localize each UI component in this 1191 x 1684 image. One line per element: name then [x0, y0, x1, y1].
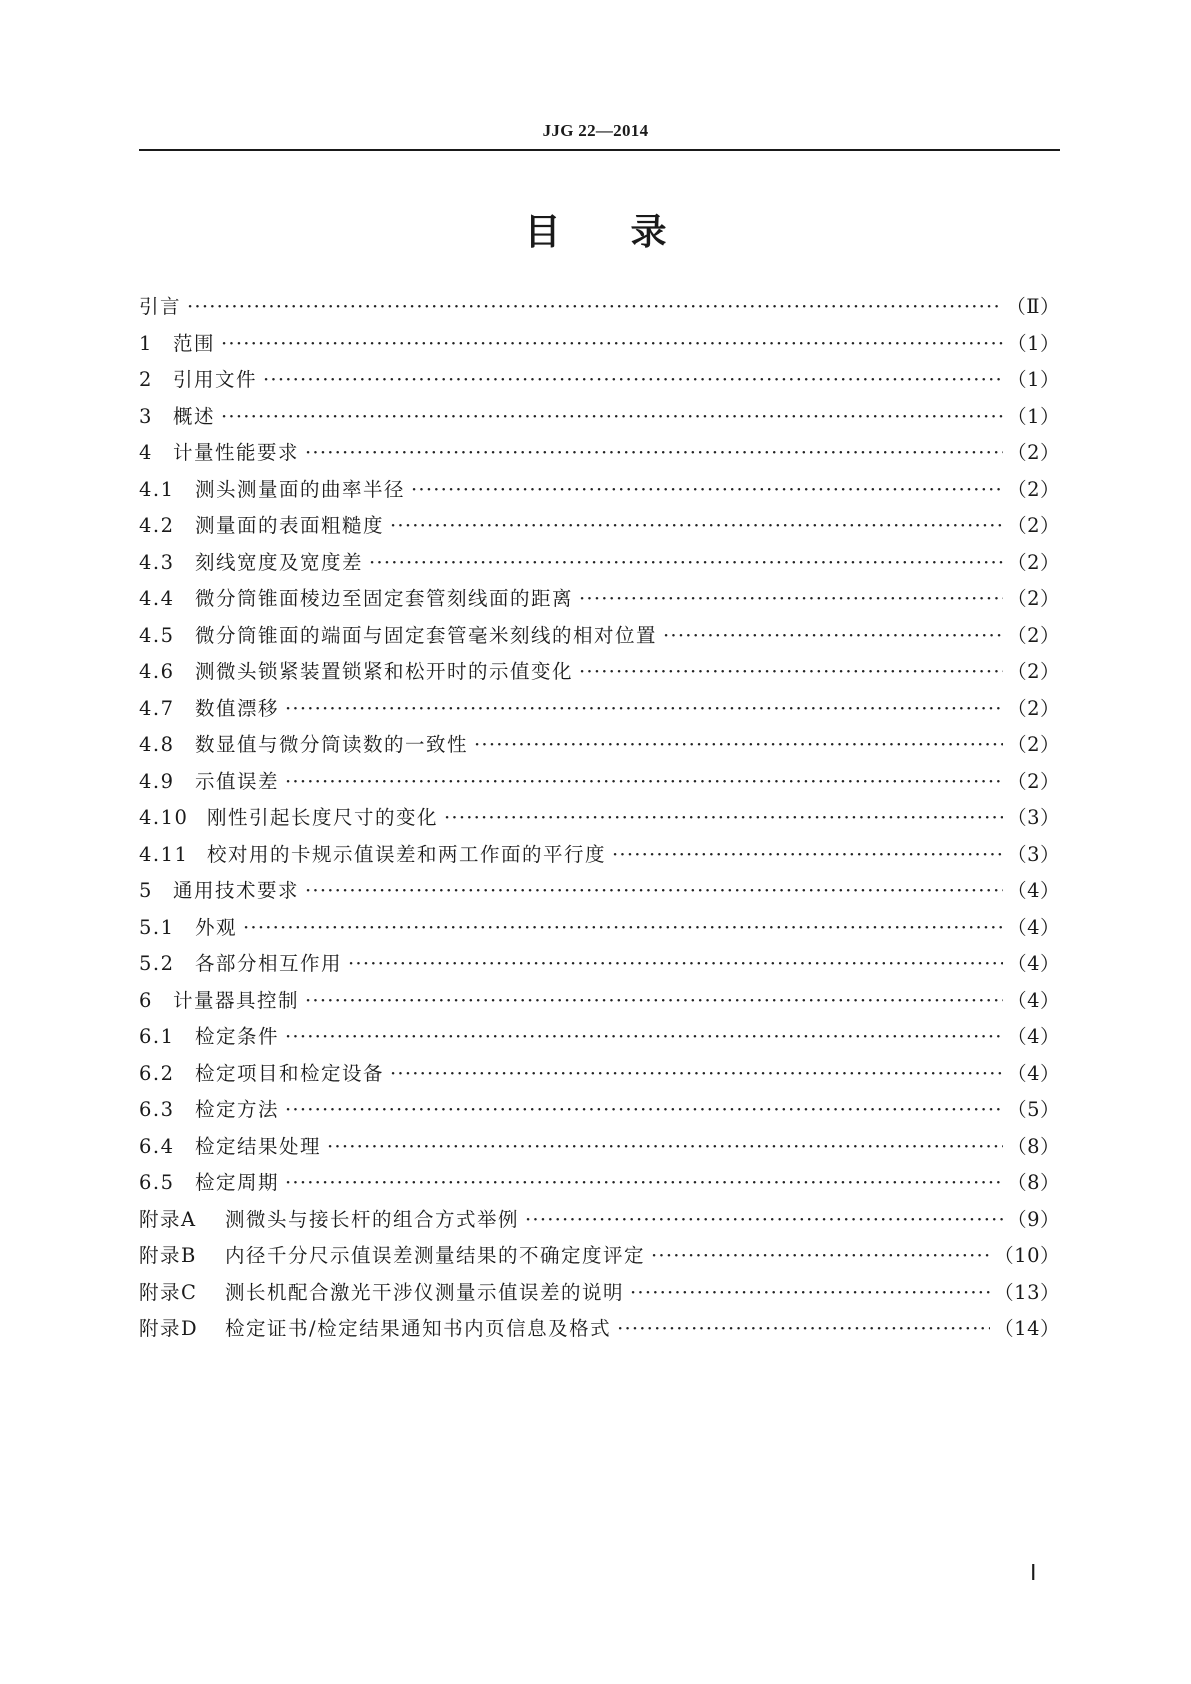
toc-entry[interactable]	[139, 1313, 1060, 1350]
toc-entry-page: （8）	[1007, 1134, 1060, 1158]
toc-entry-page: （13）	[994, 1280, 1060, 1304]
toc-dot-leader	[243, 916, 1003, 939]
toc-entry-page: （2）	[1007, 660, 1060, 683]
toc-entry-number: 4.11	[139, 842, 189, 866]
toc-entry[interactable]	[139, 437, 1060, 474]
toc-entry-page: （2）	[1007, 623, 1060, 647]
toc-entry[interactable]	[139, 291, 1060, 328]
toc-dot-leader	[285, 770, 1003, 793]
toc-entry-title: 测微头与接长杆的组合方式举例	[225, 1207, 520, 1231]
toc-entry-title: 检定项目和检定设备	[195, 1061, 385, 1085]
toc-entry-number: 4.8	[139, 733, 175, 756]
toc-entry-page: （1）	[1007, 331, 1060, 355]
toc-entry-number: 6.5	[139, 1171, 175, 1194]
toc-entry-number: 6.3	[139, 1098, 175, 1121]
toc-dot-leader	[221, 405, 1003, 428]
toc-entry-page: （2）	[1007, 550, 1060, 574]
toc-entry-title: 引言	[139, 295, 182, 318]
toc-dot-leader	[525, 1208, 1003, 1231]
toc-entry-page: （1）	[1007, 404, 1060, 428]
toc-entry-page: （3）	[1007, 806, 1060, 829]
toc-entry[interactable]	[139, 1240, 1060, 1277]
toc-dot-leader	[579, 660, 1003, 683]
toc-entry[interactable]	[139, 1204, 1060, 1241]
toc-entry-title: 范围	[173, 331, 216, 355]
toc-entry-page: （9）	[1007, 1207, 1060, 1231]
toc-entry-title: 检定证书/检定结果通知书内页信息及格式	[225, 1317, 612, 1340]
toc-entry-title: 计量器具控制	[173, 988, 300, 1012]
toc-entry-number: 4.2	[139, 514, 175, 537]
toc-entry-number: 4.1	[139, 477, 175, 501]
toc-entry-page: （2）	[1007, 514, 1060, 537]
toc-entry-title: 内径千分尺示值误差测量结果的不确定度评定	[225, 1244, 646, 1267]
toc-entry-page: （2）	[1007, 441, 1060, 464]
toc-entry[interactable]	[139, 985, 1060, 1022]
toc-dot-leader	[663, 624, 1003, 647]
toc-entry[interactable]	[139, 693, 1060, 730]
toc-entry-title: 微分筒锥面棱边至固定套管刻线面的距离	[195, 587, 574, 610]
toc-entry[interactable]	[139, 1131, 1060, 1168]
toc-entry-number: 附录D	[139, 1317, 199, 1340]
toc-entry-page: （14）	[994, 1317, 1060, 1340]
toc-dot-leader	[327, 1135, 1003, 1158]
toc-entry-number: 4.9	[139, 769, 175, 793]
toc-entry-number: 6.1	[139, 1025, 175, 1048]
toc-entry[interactable]	[139, 1167, 1060, 1204]
toc-entry-title: 引用文件	[173, 368, 258, 391]
toc-entry-number: 5.2	[139, 952, 175, 975]
toc-dot-leader	[474, 733, 1003, 756]
toc-entry-page: （2）	[1007, 587, 1060, 610]
toc-entry[interactable]	[139, 583, 1060, 620]
toc-entry-title: 检定结果处理	[195, 1134, 322, 1158]
toc-entry-page: （4）	[1007, 1025, 1060, 1048]
toc-entry[interactable]	[139, 766, 1060, 803]
toc-dot-leader	[305, 879, 1003, 902]
toc-entry-page: （2）	[1007, 769, 1060, 793]
toc-entry[interactable]	[139, 547, 1060, 584]
toc-entry-title: 计量性能要求	[173, 441, 300, 464]
toc-entry[interactable]	[139, 620, 1060, 657]
toc-dot-leader	[612, 843, 1003, 866]
toc-entry-number: 4.10	[139, 806, 189, 829]
toc-entry-number: 5	[139, 879, 153, 902]
toc-entry-number: 6.4	[139, 1134, 175, 1158]
toc-entry-page: （10）	[994, 1244, 1060, 1267]
toc-entry-number: 4.3	[139, 550, 175, 574]
toc-entry-title: 概述	[173, 404, 216, 428]
toc-entry[interactable]	[139, 510, 1060, 547]
page-title: 目录	[524, 212, 737, 253]
toc-dot-leader	[411, 478, 1003, 501]
toc-entry-title: 刻线宽度及宽度差	[195, 550, 364, 574]
toc-entry-number: 5.1	[139, 915, 175, 939]
toc-entry-number: 6.2	[139, 1061, 175, 1085]
toc-dot-leader	[187, 295, 1002, 318]
document-code-header: JJG 22—2014	[542, 121, 649, 140]
toc-entry-title: 检定条件	[195, 1025, 280, 1048]
toc-entry-title: 测头测量面的曲率半径	[195, 477, 406, 501]
toc-entry-number: 附录A	[139, 1207, 197, 1231]
toc-entry-number: 6	[139, 988, 153, 1012]
toc-entry[interactable]	[139, 729, 1060, 766]
toc-entry-page: （8）	[1007, 1171, 1060, 1194]
toc-dot-leader	[285, 1171, 1003, 1194]
toc-dot-leader	[651, 1244, 990, 1267]
toc-entry-number: 3	[139, 404, 153, 428]
page-number: Ⅰ	[1030, 1560, 1037, 1585]
toc-entry-number: 附录B	[139, 1244, 197, 1267]
toc-dot-leader	[305, 989, 1003, 1012]
toc-entry[interactable]	[139, 474, 1060, 511]
toc-entry-number: 4.4	[139, 587, 175, 610]
toc-dot-leader	[390, 514, 1003, 537]
toc-entry-page: （Ⅱ）	[1006, 295, 1060, 318]
toc-entry-page: （4）	[1007, 879, 1060, 902]
toc-entry-number: 4	[139, 441, 153, 464]
toc-entry-page: （2）	[1007, 696, 1060, 720]
table-of-contents	[139, 291, 1060, 1350]
toc-dot-leader	[369, 551, 1003, 574]
toc-entry-title: 示值误差	[195, 769, 280, 793]
toc-entry[interactable]	[139, 912, 1060, 949]
toc-entry-title: 检定周期	[195, 1171, 280, 1194]
toc-entry[interactable]	[139, 1021, 1060, 1058]
toc-dot-leader	[579, 587, 1003, 610]
toc-entry[interactable]	[139, 1058, 1060, 1095]
toc-entry-title: 外观	[195, 915, 238, 939]
toc-entry[interactable]	[139, 839, 1060, 876]
toc-entry-title: 校对用的卡规示值误差和两工作面的平行度	[207, 842, 607, 866]
toc-dot-leader	[630, 1281, 990, 1304]
toc-entry-page: （3）	[1007, 842, 1060, 866]
toc-dot-leader	[285, 1098, 1003, 1121]
toc-dot-leader	[617, 1317, 990, 1340]
toc-entry-title: 测长机配合激光干涉仪测量示值误差的说明	[225, 1280, 625, 1304]
toc-entry-title: 测量面的表面粗糙度	[195, 514, 385, 537]
toc-dot-leader	[263, 368, 1003, 391]
toc-entry-number: 4.6	[139, 660, 175, 683]
toc-entry-title: 微分筒锥面的端面与固定套管毫米刻线的相对位置	[195, 623, 658, 647]
toc-entry[interactable]	[139, 875, 1060, 912]
toc-entry[interactable]	[139, 328, 1060, 365]
toc-entry-number: 1	[139, 331, 153, 355]
header-rule	[139, 149, 1060, 151]
toc-entry-title: 数值漂移	[195, 696, 280, 720]
toc-entry-number: 4.5	[139, 623, 175, 647]
toc-entry-number: 2	[139, 368, 153, 391]
toc-entry-page: （4）	[1007, 1061, 1060, 1085]
toc-entry-number: 附录C	[139, 1280, 198, 1304]
toc-entry[interactable]	[139, 401, 1060, 438]
toc-dot-leader	[305, 441, 1003, 464]
toc-entry-page: （4）	[1007, 952, 1060, 975]
toc-entry-page: （2）	[1007, 477, 1060, 501]
toc-entry[interactable]	[139, 656, 1060, 693]
toc-entry-page: （4）	[1007, 988, 1060, 1012]
toc-entry-title: 检定方法	[195, 1098, 280, 1121]
toc-entry-title: 刚性引起长度尺寸的变化	[207, 806, 439, 829]
toc-entry-page: （1）	[1007, 368, 1060, 391]
toc-entry-title: 通用技术要求	[173, 879, 300, 902]
toc-entry[interactable]	[139, 948, 1060, 985]
toc-entry[interactable]	[139, 364, 1060, 401]
toc-entry-page: （2）	[1007, 733, 1060, 756]
toc-entry-number: 4.7	[139, 696, 175, 720]
toc-dot-leader	[348, 952, 1003, 975]
toc-entry-title: 数显值与微分筒读数的一致性	[195, 733, 469, 756]
toc-entry-title: 各部分相互作用	[195, 952, 343, 975]
toc-entry[interactable]	[139, 1277, 1060, 1314]
toc-dot-leader	[444, 806, 1003, 829]
toc-entry[interactable]	[139, 802, 1060, 839]
toc-entry-page: （4）	[1007, 915, 1060, 939]
toc-dot-leader	[285, 697, 1003, 720]
toc-dot-leader	[390, 1062, 1003, 1085]
toc-dot-leader	[221, 332, 1003, 355]
toc-dot-leader	[285, 1025, 1003, 1048]
toc-entry-title: 测微头锁紧装置锁紧和松开时的示值变化	[195, 660, 574, 683]
toc-entry-page: （5）	[1007, 1098, 1060, 1121]
toc-entry[interactable]	[139, 1094, 1060, 1131]
